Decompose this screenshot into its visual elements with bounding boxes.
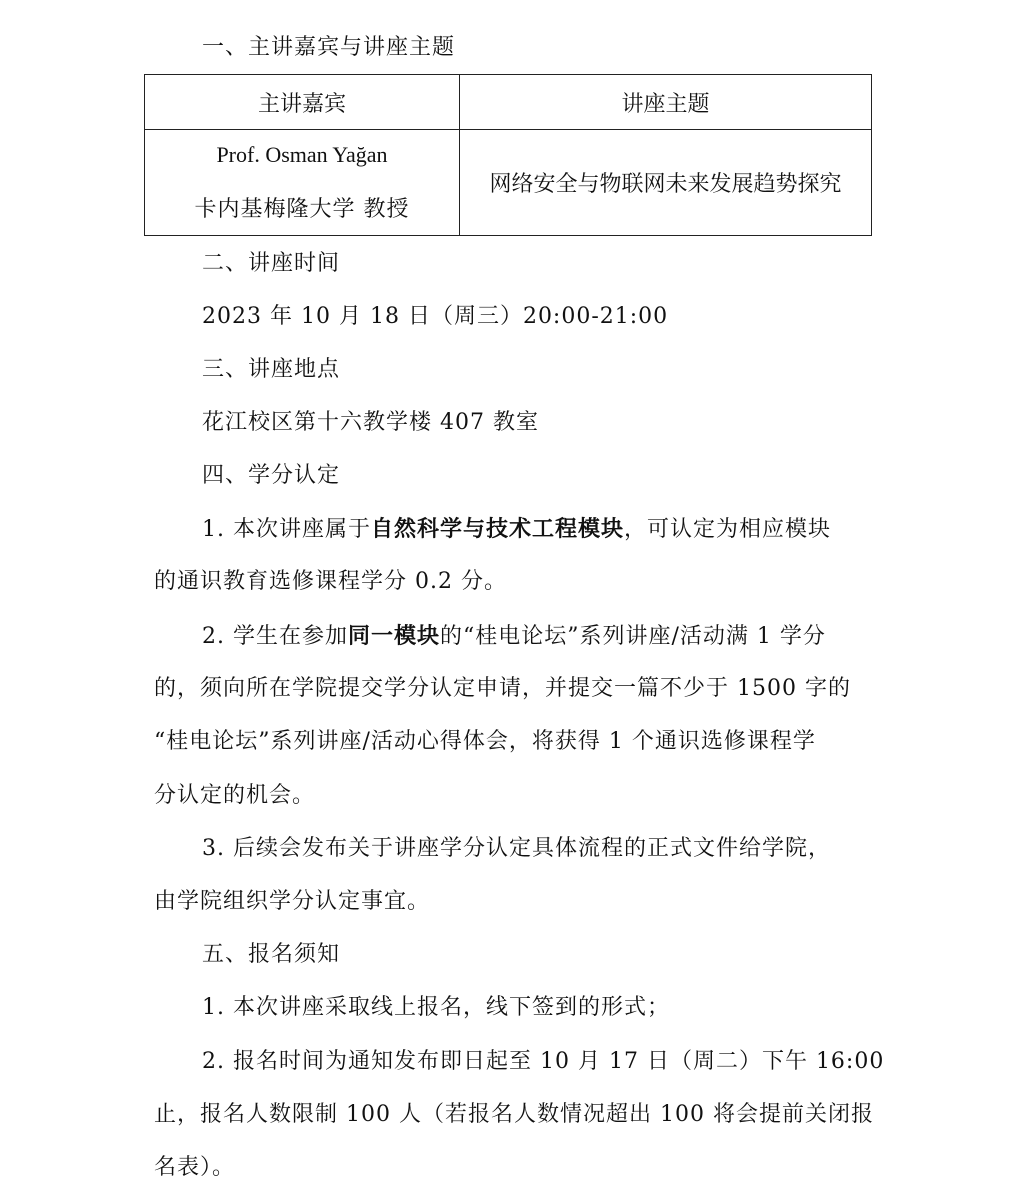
table-header-speaker: 主讲嘉宾 [145, 75, 460, 130]
topic-cell: 网络安全与物联网未来发展趋势探究 [460, 130, 872, 236]
lecture-time: 2023 年 10 月 18 日（周三）20:00-21:00 [202, 304, 669, 329]
section-4-heading: 四、学分认定 [202, 463, 341, 488]
table-header-row [145, 75, 872, 130]
speaker-cell [145, 130, 460, 236]
section-5-heading: 五、报名须知 [202, 942, 341, 967]
credit-item-2-line-3: “桂电论坛”系列讲座/活动心得体会，将获得 1 个通识选修课程学 [154, 729, 816, 754]
credit-item-1-suffix: ，可认定为相应模块 [624, 517, 832, 542]
lecture-location: 花江校区第十六教学楼 407 教室 [202, 410, 539, 435]
credit-item-1-module: 自然科学与技术工程模块 [370, 516, 624, 542]
registration-item-2-line-3: 名表）。 [154, 1155, 236, 1180]
credit-item-3-line-1: 3. 后续会发布关于讲座学分认定具体流程的正式文件给学院， [202, 836, 831, 861]
credit-item-2-prefix: 2. 学生在参加 [202, 624, 348, 649]
table-header-topic: 讲座主题 [460, 75, 872, 130]
speaker-topic-table [144, 74, 872, 236]
registration-item-2-line-2: 止，报名人数限制 100 人（若报名人数情况超出 100 将会提前关闭报 [154, 1102, 874, 1127]
section-2-heading: 二、讲座时间 [202, 251, 341, 276]
credit-item-2-line-4: 分认定的机会。 [154, 783, 316, 808]
credit-item-1-line-1 [202, 514, 831, 545]
credit-item-1-line-2: 的通识教育选修课程学分 0.2 分。 [154, 569, 507, 594]
registration-item-2-line-1: 2. 报名时间为通知发布即日起至 10 月 17 日（周二）下午 16:00 [202, 1049, 885, 1074]
credit-item-2-suffix: 的“桂电论坛”系列讲座/活动满 1 学分 [440, 624, 826, 649]
credit-item-2-line-2: 的，须向所在学院提交学分认定申请，并提交一篇不少于 1500 字的 [154, 676, 851, 701]
speaker-title: 卡内基梅隆大学 教授 [194, 197, 410, 222]
section-1-heading: 一、主讲嘉宾与讲座主题 [202, 35, 456, 60]
credit-item-1-prefix: 1. 本次讲座属于 [202, 517, 371, 542]
credit-item-2-module: 同一模块 [347, 623, 440, 649]
table-row [145, 130, 872, 236]
section-3-heading: 三、讲座地点 [202, 357, 341, 382]
credit-item-3-line-2: 由学院组织学分认定事宜。 [154, 889, 431, 914]
speaker-name: Prof. Osman Yağan [216, 142, 388, 167]
credit-item-2-line-1 [202, 621, 826, 652]
registration-item-1: 1. 本次讲座采取线上报名，线下签到的形式； [202, 995, 670, 1020]
